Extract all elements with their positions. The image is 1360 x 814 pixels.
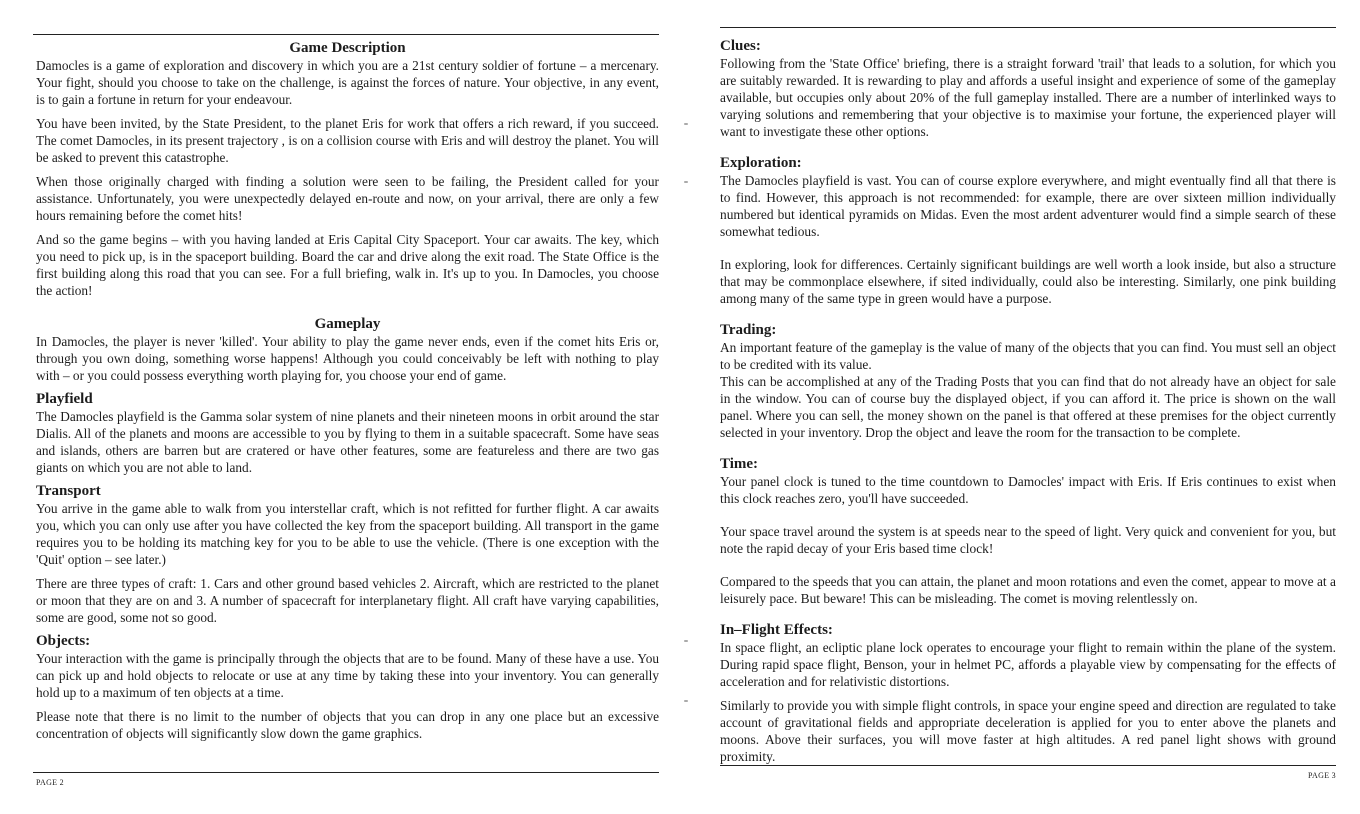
- paragraph: Compared to the speeds that you can attain, the planet and moon rotations and even the comet, appear to move at a leisurely pace. But beware! This can be misleading. The comet is moving relentlessly on.: [720, 574, 1336, 606]
- section-clues: [720, 38, 1336, 140]
- paragraph: In Damocles, the player is never 'killed'. Your ability to play the game never ends, even if the comet hits Eris or, through you own doing, something worse happens! Although you could conceivably be left with nothing to play with – or you could possess everything worth playing for, you choose your end of game.: [36, 334, 659, 383]
- scan-speck: [684, 123, 688, 125]
- paragraph: Following from the 'State Office' briefing, there is a straight forward 'trail' that leads to a solution, for which you are suitably rewarded. It is rewarding to play and affords a useful insight and experience of some of the gameplay available, but occupies only about 20% of the full gameplay installed. There are a number of interlinked ways to varying solutions and remembering that your objective is to maximise your fortune, the experienced player will want to investigate these other options.: [720, 56, 1336, 139]
- heading-time: Time:: [720, 456, 759, 472]
- scan-speck: [684, 181, 688, 183]
- section-exploration: [720, 155, 1336, 307]
- bottom-rule: [33, 772, 659, 773]
- section-gameplay: [36, 316, 659, 384]
- paragraph: Your panel clock is tuned to the time countdown to Damocles' impact with Eris. If Eris continues to exist when this clock reaches zero, you'll have succeeded.: [720, 474, 1336, 506]
- paragraph: Similarly to provide you with simple flight controls, in space your engine speed and direction are regulated to take account of gravitational fields and appropriate deceleration is applied for you to enter above the planets and moons. Above their surfaces, you will move faster at high altitudes. A red panel light shows with ground proximity.: [720, 698, 1336, 764]
- paragraph: You arrive in the game able to walk from you interstellar craft, which is not refitted for further flight. A car awaits you, which you can only use after you have collected the key from the spaceport building. All transport in the game requires you to be holding its matching key for you to be able to use the vehicle. (There is one exception with the 'Quit' option – see later.): [36, 501, 659, 567]
- page-number: PAGE 3: [1308, 771, 1336, 780]
- heading-clues: Clues:: [720, 38, 761, 54]
- heading-game-description: Game Description: [289, 40, 406, 56]
- heading-in-flight-effects: In–Flight Effects:: [720, 622, 833, 638]
- section-trading: [720, 322, 1336, 441]
- heading-gameplay: Gameplay: [314, 316, 381, 332]
- paragraph: Damocles is a game of exploration and discovery in which you are a 21st century soldier of fortune – a mercenary. Your fight, should you choose to take on the challenge, is against the forces of nature. Your objective, in any event, is to gain a fortune in return for your endeavour.: [36, 58, 659, 107]
- paragraph: Your space travel around the system is at speeds near to the speed of light. Very quick and convenient for you, but note the rapid decay of your Eris based time clock!: [720, 524, 1336, 556]
- paragraph: There are three types of craft: 1. Cars and other ground based vehicles 2. Aircraft, which are restricted to the planet or moon that they are on and 3. A number of spacecraft for interplanetary flight. All craft have varying capabilities, some are good, some not so good.: [36, 576, 659, 625]
- right-page: [720, 0, 1336, 814]
- heading-playfield: Playfield: [36, 391, 93, 407]
- section-in-flight-effects: [720, 622, 1336, 765]
- heading-transport: Transport: [36, 483, 101, 499]
- top-rule: [720, 27, 1336, 28]
- heading-trading: Trading:: [720, 322, 777, 338]
- heading-exploration: Exploration:: [720, 155, 802, 171]
- paragraph: In exploring, look for differences. Certainly significant buildings are well worth a look inside, but also a structure that may be commonplace elsewhere, if sited individually, could also be interesting. Similarly, one pink building among many of the same type in green would have a purpose.: [720, 257, 1336, 306]
- left-page-content: [36, 40, 659, 742]
- paragraph: And so the game begins – with you having landed at Eris Capital City Spaceport. Your car awaits. The key, which you need to pick up, is in the spaceport building. Board the car and drive along the exit road. The State Office is the first building along this road that you can see. For a full briefing, walk in. It's up to you. In Damocles, you choose the action!: [36, 232, 659, 298]
- paragraph: Your interaction with the game is principally through the objects that are to be found. Many of these have a use. You can pick up and hold objects to relocate or use at any time by taking these into your inventory. You can generally hold up to a maximum of ten objects at a time.: [36, 651, 659, 700]
- section-objects: [36, 633, 659, 742]
- paragraph: The Damocles playfield is vast. You can of course explore everywhere, and might eventually find all that there is to find. However, this approach is not recommended: for example, there are over sixteen million individually numbered but identical pyramids on Midas. Even the most ardent adventurer would find a simple search of these somewhat tedious.: [720, 173, 1336, 239]
- paragraph: When those originally charged with finding a solution were seen to be failing, the President called for your assistance. Unfortunately, you were unexpectedly delayed en-route and now, on your arrival, there are only a few hours remaining before the comet hits!: [36, 174, 659, 223]
- left-page: [33, 0, 659, 814]
- scan-speck: [684, 700, 688, 702]
- section-game-description: [36, 40, 659, 299]
- right-page-content: [720, 38, 1336, 765]
- top-rule: [33, 34, 659, 35]
- section-playfield: [36, 391, 659, 476]
- section-transport: [36, 483, 659, 626]
- paragraph: This can be accomplished at any of the Trading Posts that you can find that do not already have an object for sale in the window. You can of course buy the displayed object, if you can afford it. The price is shown on the wall panel. Where you can sell, the money shown on the panel is that offered at these premises for the object currently selected in your inventory. Drop the object and leave the room for the transaction to be complete.: [720, 374, 1336, 440]
- scan-speck: [684, 640, 688, 642]
- paragraph: Please note that there is no limit to the number of objects that you can drop in any one place but an excessive concentration of objects will significantly slow down the game graphics.: [36, 709, 659, 741]
- paragraph: The Damocles playfield is the Gamma solar system of nine planets and their nineteen moons in orbit around the star Dialis. All of the planets and moons are accessible to you by flying to them in a suitable spacecraft. Some have seas and islands, others are barren but are cratered or have other features, some are featureless and there are two gas giants on which you are not able to land.: [36, 409, 659, 475]
- bottom-rule: [720, 765, 1336, 766]
- section-time: [720, 456, 1336, 607]
- heading-objects: Objects:: [36, 633, 91, 649]
- paragraph: In space flight, an ecliptic plane lock operates to encourage your flight to remain within the plane of the system. During rapid space flight, Benson, your in helmet PC, affords a playable view by compensating for the effects of acceleration and for relativistic distortions.: [720, 640, 1336, 689]
- paragraph: You have been invited, by the State President, to the planet Eris for work that offers a rich reward, if you succeed. The comet Damocles, in its present trajectory , is on a collision course with Eris and will destroy the planet. You will be asked to prevent this catastrophe.: [36, 116, 659, 165]
- paragraph: An important feature of the gameplay is the value of many of the objects that you can find. You must sell an object to be credited with its value.: [720, 340, 1336, 372]
- page-number: PAGE 2: [36, 778, 64, 787]
